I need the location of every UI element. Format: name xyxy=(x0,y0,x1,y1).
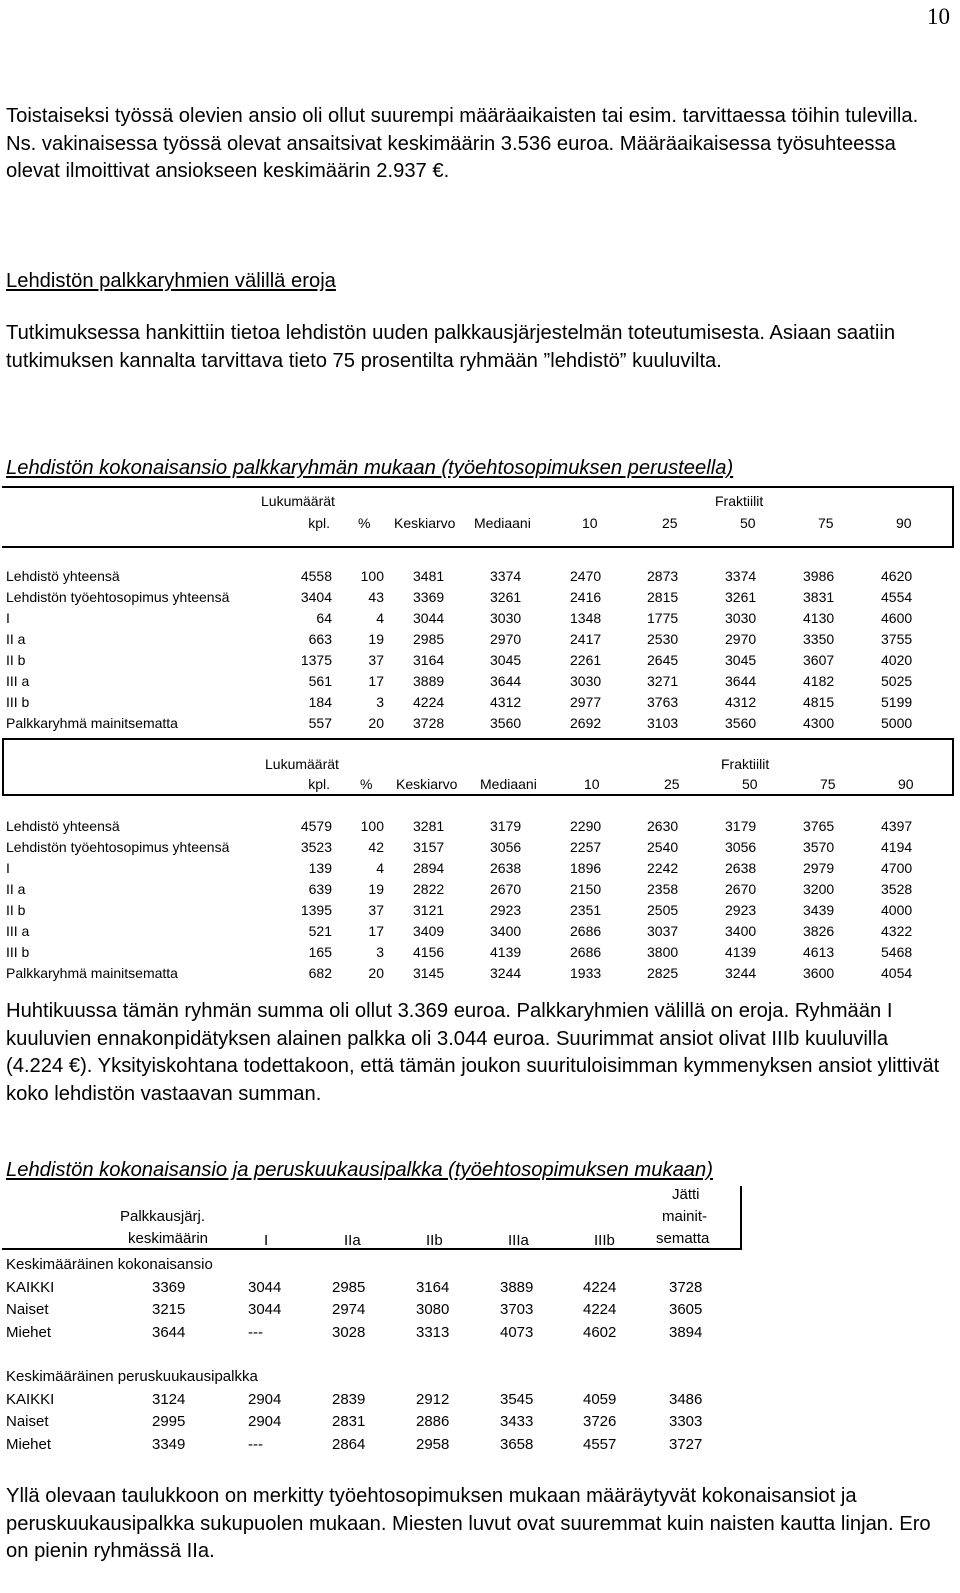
header-I: I xyxy=(264,1232,269,1249)
cell-label: Lehdistön työehtosopimus yhteensä xyxy=(6,589,230,605)
cell-IIIb: 3726 xyxy=(583,1413,617,1430)
header-f75: 75 xyxy=(818,515,834,531)
cell-label: I xyxy=(6,860,10,876)
table-row xyxy=(2,879,954,900)
table-row xyxy=(2,1322,742,1345)
cell-f90: 4020 xyxy=(881,652,913,668)
cell-f75: 4130 xyxy=(803,610,835,626)
cell-f25: 3763 xyxy=(647,694,679,710)
cell-IIIa: 4073 xyxy=(500,1323,534,1341)
header-fraktiilit: Fraktiilit xyxy=(715,493,764,509)
cell-kpl: 1375 xyxy=(300,652,332,668)
cell-IIa: 2831 xyxy=(332,1413,366,1430)
cell-f50: 3244 xyxy=(725,965,757,981)
cell-kpl: 639 xyxy=(308,881,332,897)
cell-IIa: 2839 xyxy=(332,1390,366,1408)
cell-med: 3644 xyxy=(490,673,522,689)
cell-label: III b xyxy=(6,944,30,960)
cell-f75: 3200 xyxy=(803,881,835,897)
cell-f75: 2979 xyxy=(803,860,835,876)
cell-med: 2923 xyxy=(490,902,522,918)
cell-med: 2670 xyxy=(490,881,522,897)
cell-kpl: 3404 xyxy=(300,589,332,605)
cell-IIb: 3164 xyxy=(416,1278,450,1296)
table-row xyxy=(2,629,954,650)
cell-pct: 19 xyxy=(368,631,384,647)
cell-I: 3044 xyxy=(248,1278,282,1296)
cell-label: II b xyxy=(6,652,26,668)
cell-med: 4312 xyxy=(490,694,522,710)
header-f50: 50 xyxy=(742,776,758,792)
cell-f50: 3261 xyxy=(725,589,757,605)
cell-IIb: 2912 xyxy=(416,1390,450,1408)
cell-label: Lehdistö yhteensä xyxy=(6,568,120,584)
cell-kpl: 557 xyxy=(308,715,332,731)
cell-med: 2638 xyxy=(490,860,522,876)
cell-med: 2970 xyxy=(490,631,522,647)
header-IIIb: IIIb xyxy=(594,1232,615,1249)
table-row xyxy=(2,921,954,942)
cell-f10: 2977 xyxy=(570,694,602,710)
table-row xyxy=(2,1411,742,1434)
table-row xyxy=(2,963,954,984)
cell-kpl: 1395 xyxy=(300,902,332,918)
cell-label: Naiset xyxy=(6,1413,49,1430)
cell-label: II b xyxy=(6,902,26,918)
cell-avg: 3409 xyxy=(413,923,445,939)
cell-f90: 5199 xyxy=(881,694,913,710)
cell-avg: 2822 xyxy=(413,881,445,897)
table-row xyxy=(2,1389,742,1412)
cell-IIIa: 3433 xyxy=(500,1413,534,1430)
comparison-table xyxy=(2,1186,742,1456)
cell-pct: 100 xyxy=(360,818,384,834)
cell-f25: 2815 xyxy=(647,589,679,605)
cell-label: III b xyxy=(6,694,30,710)
cell-avg: 3644 xyxy=(152,1323,186,1341)
cell-kpl: 3523 xyxy=(300,839,332,855)
cell-avg: 3157 xyxy=(413,839,445,855)
cell-f50: 3400 xyxy=(725,923,757,939)
cell-avg: 3889 xyxy=(413,673,445,689)
header-IIIa: IIIa xyxy=(508,1232,529,1249)
header-kpl: kpl. xyxy=(308,515,330,531)
cell-avg: 3044 xyxy=(413,610,445,626)
cell-f25: 2530 xyxy=(647,631,679,647)
header-keskiarvo: Keskiarvo xyxy=(396,776,458,792)
cell-avg: 4156 xyxy=(413,944,445,960)
cell-avg: 2985 xyxy=(413,631,445,647)
cell-pct: 100 xyxy=(360,568,384,584)
cell-mai: 3486 xyxy=(669,1390,703,1408)
cell-f10: 2470 xyxy=(570,568,602,584)
cell-IIa: 3028 xyxy=(332,1323,366,1341)
table-row xyxy=(2,671,954,692)
table-body xyxy=(2,566,954,734)
cell-f75: 3765 xyxy=(803,818,835,834)
cell-kpl: 139 xyxy=(308,860,332,876)
cell-med: 3560 xyxy=(490,715,522,731)
paragraph-3: Huhtikuussa tämän ryhmän summa oli ollut 3.369 euroa. Palkkaryhmien välillä on eroja. Ryhmään I kuuluvien ennakonpidätyksen alainen palkka oli 3.044 euroa. Suurimmat ansiot olivat IIIb kuuluvilla (4.224 €). Yksityiskohtana todettakoon, että tämän joukon suurituloisimman kymmenyksen ansiot ylittivät koko lehdistön vastaavan summan. xyxy=(6,1000,940,1105)
table-row xyxy=(2,942,954,963)
section-label: Keskimääräinen kokonaisansio xyxy=(6,1256,213,1273)
cell-f90: 4397 xyxy=(881,818,913,834)
cell-f50: 3644 xyxy=(725,673,757,689)
cell-IIb: 3080 xyxy=(416,1301,450,1318)
cell-f90: 4000 xyxy=(881,902,913,918)
table-row xyxy=(2,608,954,629)
cell-pct: 37 xyxy=(368,652,384,668)
cell-f25: 2358 xyxy=(647,881,679,897)
header-lukumaarat: Lukumäärät xyxy=(261,493,335,509)
cell-f75: 4613 xyxy=(803,944,835,960)
header-palkkausjarj: Palkkausjärj. xyxy=(120,1208,206,1225)
cell-f25: 2505 xyxy=(647,902,679,918)
cell-pct: 17 xyxy=(368,673,384,689)
cell-IIa: 2985 xyxy=(332,1278,366,1296)
cell-avg: 3728 xyxy=(413,715,445,731)
cell-IIIb: 4224 xyxy=(583,1301,617,1318)
table-row xyxy=(2,900,954,921)
cell-pct: 3 xyxy=(376,944,384,960)
cell-f90: 4322 xyxy=(881,923,913,939)
cell-f50: 4312 xyxy=(725,694,757,710)
header-jatti: Jätti xyxy=(672,1186,700,1203)
table-body xyxy=(2,1277,742,1345)
cell-label: III a xyxy=(6,673,30,689)
cell-kpl: 184 xyxy=(308,694,332,710)
cell-med: 3261 xyxy=(490,589,522,605)
cell-IIb: 2886 xyxy=(416,1413,450,1430)
cell-f50: 3056 xyxy=(725,839,757,855)
section-heading: Lehdistön palkkaryhmien välillä eroja xyxy=(6,270,336,292)
cell-avg: 3145 xyxy=(413,965,445,981)
cell-kpl: 4579 xyxy=(300,818,332,834)
cell-IIa: 2864 xyxy=(332,1435,366,1453)
cell-f90: 3528 xyxy=(881,881,913,897)
table-row xyxy=(2,1434,742,1457)
cell-IIIa: 3889 xyxy=(500,1278,534,1296)
cell-f25: 3800 xyxy=(647,944,679,960)
page-number: 10 xyxy=(927,4,950,29)
cell-I: 2904 xyxy=(248,1413,282,1430)
cell-kpl: 682 xyxy=(308,965,332,981)
cell-avg: 3369 xyxy=(413,589,445,605)
cell-pct: 20 xyxy=(368,965,384,981)
paragraph-1: Toistaiseksi työssä olevien ansio oli ollut suurempi määräaikaisten tai esim. tarvittaessa töihin tulevilla. Ns. vakinaisessa työssä olevat ansaitsivat keskimäärin 3.536 euroa. Määräaikaisessa työsuhteessa olevat ilmoittivat ansiokseen keskimäärin 2.937 €. xyxy=(6,105,919,182)
cell-avg: 3215 xyxy=(152,1301,186,1318)
header-f25: 25 xyxy=(662,515,678,531)
cell-I: 3044 xyxy=(248,1301,282,1318)
table-title-1: Lehdistön kokonaisansio palkkaryhmän mukaan (työehtosopimuksen perusteella) xyxy=(6,457,734,479)
header-f90: 90 xyxy=(896,515,912,531)
cell-kpl: 521 xyxy=(308,923,332,939)
cell-label: Palkkaryhmä mainitsematta xyxy=(6,965,178,981)
cell-f10: 2417 xyxy=(570,631,602,647)
cell-pct: 3 xyxy=(376,694,384,710)
cell-med: 3179 xyxy=(490,818,522,834)
table-body xyxy=(2,816,954,984)
cell-f10: 2150 xyxy=(570,881,602,897)
cell-f90: 5000 xyxy=(881,715,913,731)
cell-label: II a xyxy=(6,631,26,647)
cell-f10: 2692 xyxy=(570,715,602,731)
cell-I: --- xyxy=(248,1435,263,1453)
cell-IIIa: 3703 xyxy=(500,1301,534,1318)
cell-f10: 2351 xyxy=(570,902,602,918)
cell-f25: 2242 xyxy=(647,860,679,876)
cell-label: KAIKKI xyxy=(6,1390,55,1408)
table-row xyxy=(2,566,954,587)
cell-f75: 3986 xyxy=(803,568,835,584)
cell-IIa: 2974 xyxy=(332,1301,366,1318)
cell-avg: 4224 xyxy=(413,694,445,710)
cell-mai: 3728 xyxy=(669,1278,703,1296)
cell-med: 3056 xyxy=(490,839,522,855)
cell-f25: 3037 xyxy=(647,923,679,939)
cell-avg: 3369 xyxy=(152,1278,186,1296)
cell-avg: 2894 xyxy=(413,860,445,876)
cell-f10: 3030 xyxy=(570,673,602,689)
cell-f75: 4182 xyxy=(803,673,835,689)
cell-kpl: 4558 xyxy=(300,568,332,584)
cell-avg: 2995 xyxy=(152,1413,186,1430)
cell-f50: 3374 xyxy=(725,568,757,584)
header-kpl: kpl. xyxy=(308,776,330,792)
cell-pct: 4 xyxy=(376,610,384,626)
table-header xyxy=(2,486,954,548)
cell-f90: 4054 xyxy=(881,965,913,981)
cell-label: Palkkaryhmä mainitsematta xyxy=(6,715,178,731)
table-row xyxy=(2,1299,742,1322)
header-fraktiilit: Fraktiilit xyxy=(721,756,770,772)
cell-f90: 5468 xyxy=(881,944,913,960)
header-f10: 10 xyxy=(584,776,600,792)
cell-f25: 3271 xyxy=(647,673,679,689)
cell-avg: 3164 xyxy=(413,652,445,668)
cell-mai: 3727 xyxy=(669,1435,703,1453)
cell-pct: 19 xyxy=(368,881,384,897)
cell-med: 3030 xyxy=(490,610,522,626)
cell-label: Lehdistö yhteensä xyxy=(6,818,120,834)
header-keskiarvo: Keskiarvo xyxy=(394,515,456,531)
table-row xyxy=(2,587,954,608)
cell-avg: 3281 xyxy=(413,818,445,834)
cell-f75: 3439 xyxy=(803,902,835,918)
salary-table-1 xyxy=(2,486,954,734)
cell-I: --- xyxy=(248,1323,263,1341)
cell-IIIb: 4059 xyxy=(583,1390,617,1408)
cell-f90: 4554 xyxy=(881,589,913,605)
header-f75: 75 xyxy=(820,776,836,792)
cell-f75: 3831 xyxy=(803,589,835,605)
cell-pct: 37 xyxy=(368,902,384,918)
cell-f10: 2290 xyxy=(570,818,602,834)
cell-IIb: 2958 xyxy=(416,1435,450,1453)
cell-label: Miehet xyxy=(6,1323,52,1341)
header-f50: 50 xyxy=(740,515,756,531)
cell-f90: 4600 xyxy=(881,610,913,626)
table-body xyxy=(2,1389,742,1457)
table-header xyxy=(2,1186,742,1250)
cell-IIIa: 3658 xyxy=(500,1435,534,1453)
cell-f25: 2825 xyxy=(647,965,679,981)
table-row xyxy=(2,837,954,858)
cell-f75: 3350 xyxy=(803,631,835,647)
cell-kpl: 663 xyxy=(308,631,332,647)
cell-f75: 3607 xyxy=(803,652,835,668)
cell-IIIb: 4602 xyxy=(583,1323,617,1341)
cell-f90: 4194 xyxy=(881,839,913,855)
cell-mai: 3303 xyxy=(669,1413,703,1430)
table-row xyxy=(2,858,954,879)
cell-avg: 3349 xyxy=(152,1435,186,1453)
cell-f25: 2630 xyxy=(647,818,679,834)
cell-med: 3045 xyxy=(490,652,522,668)
header-keskimaarin: keskimäärin xyxy=(128,1230,209,1247)
cell-IIb: 3313 xyxy=(416,1323,450,1341)
cell-f50: 2923 xyxy=(725,902,757,918)
cell-avg: 3121 xyxy=(413,902,445,918)
table-row xyxy=(2,650,954,671)
cell-f75: 4815 xyxy=(803,694,835,710)
cell-f50: 2970 xyxy=(725,631,757,647)
cell-f10: 1348 xyxy=(570,610,602,626)
cell-f25: 2540 xyxy=(647,839,679,855)
cell-label: I xyxy=(6,610,10,626)
table-row xyxy=(2,713,954,734)
table-row xyxy=(2,816,954,837)
cell-f10: 2261 xyxy=(570,652,602,668)
header-lukumaarat: Lukumäärät xyxy=(265,756,339,772)
cell-med: 3244 xyxy=(490,965,522,981)
cell-f10: 2416 xyxy=(570,589,602,605)
cell-pct: 17 xyxy=(368,923,384,939)
cell-f90: 3755 xyxy=(881,631,913,647)
paragraph-2: Tutkimuksessa hankittiin tietoa lehdistön uuden palkkausjärjestelmän toteutumisesta. Asiaan saatiin tutkimuksen kannalta tarvittava tieto 75 prosentilta ryhmään ”lehdistö” kuuluvilta. xyxy=(6,322,896,372)
cell-med: 4139 xyxy=(490,944,522,960)
cell-f10: 2257 xyxy=(570,839,602,855)
cell-f90: 4620 xyxy=(881,568,913,584)
cell-f90: 5025 xyxy=(881,673,913,689)
salary-table-2 xyxy=(2,738,954,984)
cell-avg: 3481 xyxy=(413,568,445,584)
header-sematta: sematta xyxy=(656,1230,710,1247)
cell-IIIa: 3545 xyxy=(500,1390,534,1408)
cell-f50: 4139 xyxy=(725,944,757,960)
header-pct: % xyxy=(358,515,371,531)
cell-pct: 42 xyxy=(368,839,384,855)
cell-label: II a xyxy=(6,881,26,897)
cell-pct: 43 xyxy=(368,589,384,605)
table-row xyxy=(2,1277,742,1300)
cell-med: 3400 xyxy=(490,923,522,939)
cell-f50: 3045 xyxy=(725,652,757,668)
cell-f75: 3570 xyxy=(803,839,835,855)
cell-kpl: 165 xyxy=(308,944,332,960)
paragraph-4: Yllä olevaan taulukkoon on merkitty työehtosopimuksen mukaan määräytyvät kokonaisansiot ja peruskuukausipalkka sukupuolen mukaan. Miesten luvut ovat suuremmat kuin naisten kautta linjan. Ero on pienin ryhmässä IIa. xyxy=(6,1485,931,1562)
cell-pct: 4 xyxy=(376,860,384,876)
cell-mai: 3605 xyxy=(669,1301,703,1318)
header-IIb: IIb xyxy=(426,1232,443,1249)
table-header xyxy=(2,738,954,796)
cell-label: Miehet xyxy=(6,1435,52,1453)
cell-avg: 3124 xyxy=(152,1390,186,1408)
cell-f25: 2645 xyxy=(647,652,679,668)
cell-f50: 3560 xyxy=(725,715,757,731)
cell-f25: 1775 xyxy=(647,610,679,626)
cell-f10: 2686 xyxy=(570,944,602,960)
cell-mai: 3894 xyxy=(669,1323,703,1341)
header-f25: 25 xyxy=(664,776,680,792)
cell-f10: 2686 xyxy=(570,923,602,939)
cell-f50: 2670 xyxy=(725,881,757,897)
section-label: Keskimääräinen peruskuukausipalkka xyxy=(6,1368,258,1385)
cell-IIIb: 4224 xyxy=(583,1278,617,1296)
header-pct: % xyxy=(360,776,373,792)
cell-label: III a xyxy=(6,923,30,939)
cell-pct: 20 xyxy=(368,715,384,731)
cell-f50: 2638 xyxy=(725,860,757,876)
header-f90: 90 xyxy=(898,776,914,792)
table-title-2: Lehdistön kokonaisansio ja peruskuukausipalkka (työehtosopimuksen mukaan) xyxy=(6,1159,713,1181)
cell-f90: 4700 xyxy=(881,860,913,876)
cell-label: Naiset xyxy=(6,1301,49,1318)
header-IIa: IIa xyxy=(344,1232,361,1249)
header-mediaani: Mediaani xyxy=(480,776,537,792)
cell-f10: 1933 xyxy=(570,965,602,981)
cell-f75: 4300 xyxy=(803,715,835,731)
cell-IIIb: 4557 xyxy=(583,1435,617,1453)
cell-label: Lehdistön työehtosopimus yhteensä xyxy=(6,839,230,855)
cell-f50: 3030 xyxy=(725,610,757,626)
cell-f50: 3179 xyxy=(725,818,757,834)
cell-I: 2904 xyxy=(248,1390,282,1408)
header-mainit: mainit- xyxy=(662,1208,708,1225)
header-f10: 10 xyxy=(582,515,598,531)
header-mediaani: Mediaani xyxy=(474,515,531,531)
cell-kpl: 561 xyxy=(308,673,332,689)
cell-f75: 3600 xyxy=(803,965,835,981)
cell-label: KAIKKI xyxy=(6,1278,55,1296)
cell-kpl: 64 xyxy=(316,610,332,626)
cell-med: 3374 xyxy=(490,568,522,584)
cell-f10: 1896 xyxy=(570,860,602,876)
cell-f25: 3103 xyxy=(647,715,679,731)
cell-f25: 2873 xyxy=(647,568,679,584)
table-row xyxy=(2,692,954,713)
cell-f75: 3826 xyxy=(803,923,835,939)
